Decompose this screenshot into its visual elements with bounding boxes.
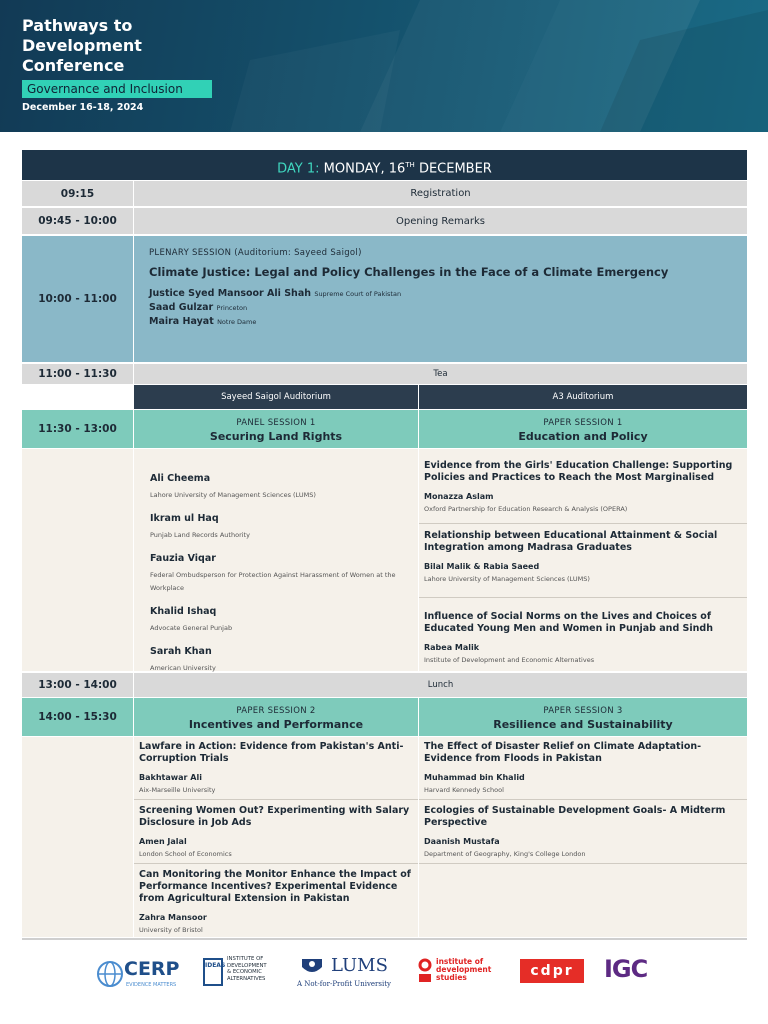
- plenary-kicker: PLENARY SESSION (Auditorium: Sayeed Saigol): [149, 248, 362, 258]
- conference-dates: December 16-18, 2024: [22, 102, 144, 113]
- globe-icon: [96, 960, 124, 988]
- panel-1-speakers: [134, 449, 418, 671]
- conference-title: Pathways to Development Conference: [22, 16, 142, 75]
- igc-logo: IGC: [604, 955, 648, 983]
- panelist: Ali Cheema Lahore University of Management Sciences (LUMS): [150, 473, 316, 499]
- paper-item: Can Monitoring the Monitor Enhance the Impact of Performance Incentives? Experimental Evidence from Agricultural Extension in Pakistan Zahra Mansoor University of Bristol: [139, 869, 411, 934]
- lunch-cell: Lunch: [134, 673, 747, 697]
- paper-item: Influence of Social Norms on the Lives and Choices of Educated Young Men and Women in Punjab and Sindh Rabea Malik Institute of Development and Economic Alternatives: [424, 611, 713, 664]
- lums-logo: LUMS A Not-for-Profit University: [297, 955, 391, 988]
- ideas-logo: IDEAS INSTITUTE OF DEVELOPMENT & ECONOMIC ALTERNATIVES: [203, 956, 278, 992]
- venue-left: Sayeed Saigol Auditorium: [134, 385, 418, 409]
- conference-header: [0, 0, 768, 132]
- tea-cell: Tea: [134, 364, 747, 384]
- time-lunch: 13:00 - 14:00: [22, 673, 133, 697]
- time-spacer: [22, 737, 133, 937]
- cdpr-logo: cdpr: [520, 959, 584, 983]
- sponsor-logos: [0, 950, 768, 995]
- speaker: Justice Syed Mansoor Ali Shah Supreme Court of Pakistan: [149, 288, 402, 299]
- time-plenary: 10:00 - 11:00: [22, 236, 133, 362]
- panelist: Ikram ul Haq Punjab Land Records Authority: [150, 513, 250, 539]
- opening-remarks-cell: Opening Remarks: [134, 208, 747, 234]
- time-session1: 11:30 - 13:00: [22, 410, 133, 448]
- plenary-speakers: [149, 287, 732, 329]
- panel-session-1-header: PANEL SESSION 1 Securing Land Rights: [134, 410, 418, 448]
- paper-item: The Effect of Disaster Relief on Climate Adaptation- Evidence from Floods in Pakistan Muhammad bin Khalid Harvard Kennedy School: [424, 741, 702, 794]
- panelist: Fauzia Viqar Federal Ombudsperson for Protection Against Harassment of Women at the Workplace: [150, 553, 396, 592]
- paper-session-3-header: PAPER SESSION 3 Resilience and Sustainability: [419, 698, 747, 736]
- speaker: Maira Hayat Notre Dame: [149, 316, 257, 327]
- ids-mark-icon: [418, 958, 432, 984]
- time-opening: 09:45 - 10:00: [22, 208, 133, 234]
- time-tea: 11:00 - 11:30: [22, 364, 133, 384]
- paper-item: Evidence from the Girls' Education Challenge: Supporting Policies and Practices to Reach the Most Marginalised Monazza Aslam Oxford Partnership for Education Research & Analysis (OPERA): [424, 460, 733, 513]
- registration-cell: Registration: [134, 181, 747, 206]
- paper-item: Lawfare in Action: Evidence from Pakistan's Anti-Corruption Trials Bakhtawar Ali Aix-Marseille University: [139, 741, 404, 794]
- cerp-logo: CERP EVIDENCE MATTERS: [96, 958, 184, 992]
- time-registration: 09:15: [22, 181, 133, 206]
- day-banner: DAY 1: MONDAY, 16TH DECEMBER: [22, 150, 747, 180]
- paper-session-2-papers: [134, 737, 418, 937]
- paper-item: Relationship between Educational Attainment & Social Integration among Madrasa Graduates Bilal Malik & Rabia Saeed Lahore University of Management Sciences (LUMS): [424, 530, 718, 583]
- crest-icon: [299, 955, 325, 977]
- plenary-session-cell: [134, 236, 747, 362]
- plenary-title: Climate Justice: Legal and Policy Challenges in the Face of a Climate Emergency: [149, 265, 669, 279]
- paper-item: Ecologies of Sustainable Development Goals- A Midterm Perspective Daanish Mustafa Department of Geography, King's College London: [424, 805, 726, 858]
- speaker: Saad Gulzar Princeton: [149, 302, 248, 313]
- time-session2: 14:00 - 15:30: [22, 698, 133, 736]
- footer-divider: [22, 938, 747, 940]
- conference-theme: Governance and Inclusion: [22, 80, 212, 98]
- paper-session-1-papers: [419, 449, 747, 671]
- panelist: Sarah Khan American University: [150, 646, 216, 672]
- time-spacer: [22, 449, 133, 671]
- ids-logo: institute of development studies: [418, 956, 500, 990]
- paper-session-1-header: PAPER SESSION 1 Education and Policy: [419, 410, 747, 448]
- venue-right: A3 Auditorium: [419, 385, 747, 409]
- paper-session-3-papers: [419, 737, 747, 937]
- paper-session-2-header: PAPER SESSION 2 Incentives and Performance: [134, 698, 418, 736]
- panelist: Khalid Ishaq Advocate General Punjab: [150, 606, 233, 632]
- paper-item: Screening Women Out? Experimenting with Salary Disclosure in Job Ads Amen Jalal London School of Economics: [139, 805, 410, 858]
